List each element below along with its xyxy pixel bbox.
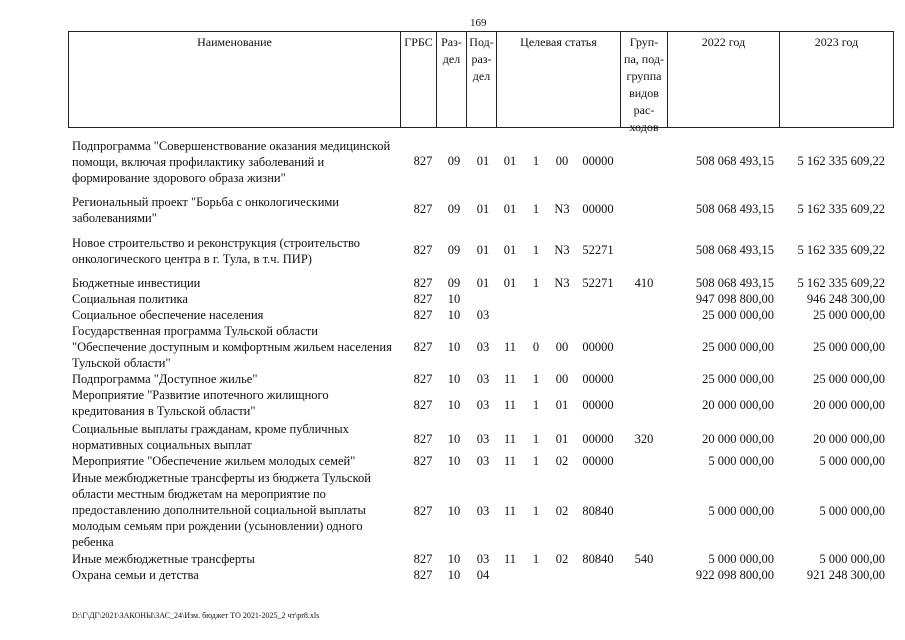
cell-grbs: 827 — [413, 568, 433, 582]
row-name: Мероприятие "Развитие ипотечного жилищного кредитования в Тульской области" — [72, 388, 329, 418]
cell-rz: 10 — [447, 432, 461, 446]
cell-rz: 10 — [447, 398, 461, 412]
cell-y2023: 25 000 000,00 — [813, 308, 885, 322]
cell-y2022: 25 000 000,00 — [702, 340, 774, 354]
cell-pr: 01 — [476, 276, 490, 290]
cell-y2022: 5 000 000,00 — [708, 454, 774, 468]
cell-c2: 1 — [532, 432, 540, 446]
cell-y2023: 5 000 000,00 — [819, 504, 885, 518]
cell-c3: N3 — [554, 276, 570, 290]
row-name: Социальные выплаты гражданам, кроме публичных нормативных социальных выплат — [72, 422, 349, 452]
cell-vr: 410 — [634, 276, 654, 290]
cell-pr: 01 — [476, 154, 490, 168]
cell-rz: 09 — [447, 202, 461, 216]
cell-c4: 00000 — [582, 202, 614, 216]
header-gruppa: Груп- па, под- группа видов рас- ходов — [620, 32, 667, 127]
cell-rz: 10 — [447, 372, 461, 386]
row-name: Мероприятие "Обеспечение жильем молодых семей" — [72, 454, 356, 468]
cell-grbs: 827 — [413, 552, 433, 566]
cell-y2023: 5 162 335 609,22 — [797, 243, 885, 257]
page-number: 169 — [470, 17, 487, 29]
row-name: Региональный проект "Борьба с онкологическими заболеваниями" — [72, 195, 339, 225]
cell-c4: 52271 — [582, 276, 614, 290]
cell-c1: 11 — [503, 372, 517, 386]
cell-c2: 1 — [532, 202, 540, 216]
row-name: Бюджетные инвестиции — [72, 276, 201, 290]
cell-c2: 1 — [532, 154, 540, 168]
cell-y2023: 5 162 335 609,22 — [797, 154, 885, 168]
cell-c3: 01 — [555, 432, 569, 446]
cell-pr: 03 — [476, 308, 490, 322]
cell-c1: 01 — [503, 202, 517, 216]
cell-c1: 11 — [503, 340, 517, 354]
file-path-footer: D:\Г\ДГ\2021\ЗАКОНЫ\ЗАС_24\Изм. бюджет ТО 2021-2025_2 чт\pr8.xls — [72, 611, 320, 620]
cell-y2023: 25 000 000,00 — [813, 372, 885, 386]
cell-c2: 0 — [532, 340, 540, 354]
cell-rz: 10 — [447, 454, 461, 468]
row-name: Социальная политика — [72, 292, 188, 306]
cell-pr: 03 — [476, 398, 490, 412]
cell-c1: 11 — [503, 504, 517, 518]
cell-c2: 1 — [532, 398, 540, 412]
cell-c2: 1 — [532, 243, 540, 257]
cell-y2023: 946 248 300,00 — [806, 292, 885, 306]
cell-grbs: 827 — [413, 154, 433, 168]
cell-y2022: 5 000 000,00 — [708, 504, 774, 518]
cell-vr: 320 — [634, 432, 654, 446]
cell-y2022: 20 000 000,00 — [702, 432, 774, 446]
cell-pr: 03 — [476, 454, 490, 468]
cell-vr: 540 — [634, 552, 654, 566]
cell-rz: 09 — [447, 243, 461, 257]
row-name: Иные межбюджетные трансферты из бюджета Тульской области местным бюджетам на мероприятие по предоставлению дополнительной социальной выплаты молодым семьям при рождении (усыновлении) одного ребенка — [72, 471, 371, 549]
cell-pr: 03 — [476, 340, 490, 354]
cell-y2023: 20 000 000,00 — [813, 432, 885, 446]
cell-c3: 00 — [555, 372, 569, 386]
cell-y2023: 5 162 335 609,22 — [797, 276, 885, 290]
header-tselevaya: Целевая статья — [496, 32, 620, 127]
header-2022: 2022 год — [667, 32, 779, 127]
cell-c3: 01 — [555, 398, 569, 412]
row-name: Подпрограмма "Совершенствование оказания медицинской помощи, включая профилактику заболеваний и формирование здорового образа жизни" — [72, 139, 391, 185]
cell-c4: 00000 — [582, 154, 614, 168]
cell-grbs: 827 — [413, 454, 433, 468]
cell-y2022: 20 000 000,00 — [702, 398, 774, 412]
cell-c4: 00000 — [582, 432, 614, 446]
cell-y2022: 508 068 493,15 — [695, 243, 774, 257]
cell-grbs: 827 — [413, 276, 433, 290]
cell-rz: 09 — [447, 154, 461, 168]
cell-pr: 03 — [476, 552, 490, 566]
cell-grbs: 827 — [413, 202, 433, 216]
cell-y2023: 5 000 000,00 — [819, 454, 885, 468]
cell-y2022: 25 000 000,00 — [702, 372, 774, 386]
cell-c1: 11 — [503, 552, 517, 566]
cell-y2023: 921 248 300,00 — [806, 568, 885, 582]
cell-c3: N3 — [554, 243, 570, 257]
cell-y2022: 922 098 800,00 — [695, 568, 774, 582]
cell-y2023: 20 000 000,00 — [813, 398, 885, 412]
cell-c1: 11 — [503, 432, 517, 446]
cell-c2: 1 — [532, 276, 540, 290]
cell-c2: 1 — [532, 454, 540, 468]
cell-rz: 10 — [447, 568, 461, 582]
header-name: Наименование — [197, 35, 272, 49]
cell-y2023: 25 000 000,00 — [813, 340, 885, 354]
cell-c1: 01 — [503, 243, 517, 257]
header-2023: 2023 год — [779, 32, 893, 127]
cell-rz: 10 — [447, 552, 461, 566]
cell-c1: 01 — [503, 154, 517, 168]
cell-grbs: 827 — [413, 308, 433, 322]
cell-y2022: 5 000 000,00 — [708, 552, 774, 566]
cell-grbs: 827 — [413, 292, 433, 306]
cell-pr: 03 — [476, 432, 490, 446]
cell-c3: N3 — [554, 202, 570, 216]
cell-rz: 10 — [447, 308, 461, 322]
cell-c3: 00 — [555, 340, 569, 354]
cell-c2: 1 — [532, 372, 540, 386]
cell-y2023: 5 000 000,00 — [819, 552, 885, 566]
cell-c4: 80840 — [582, 552, 614, 566]
header-podrazdel: Под- раз- дел — [466, 32, 496, 127]
cell-rz: 09 — [447, 276, 461, 290]
cell-c4: 52271 — [582, 243, 614, 257]
cell-rz: 10 — [447, 504, 461, 518]
cell-c4: 00000 — [582, 398, 614, 412]
cell-pr: 01 — [476, 243, 490, 257]
cell-c2: 1 — [532, 552, 540, 566]
cell-y2023: 5 162 335 609,22 — [797, 202, 885, 216]
cell-c4: 00000 — [582, 372, 614, 386]
cell-c4: 00000 — [582, 454, 614, 468]
row-name: Охрана семьи и детства — [72, 568, 199, 582]
cell-y2022: 25 000 000,00 — [702, 308, 774, 322]
row-name: Иные межбюджетные трансферты — [72, 552, 255, 566]
cell-c3: 02 — [555, 504, 569, 518]
row-name: Государственная программа Тульской области "Обеспечение доступным и комфортным жильем населения Тульской области" — [72, 324, 392, 370]
cell-c3: 02 — [555, 454, 569, 468]
row-name: Новое строительство и реконструкция (строительство онкологического центра в г. Тула, в т.ч. ПИР) — [72, 236, 361, 266]
cell-pr: 03 — [476, 372, 490, 386]
row-name: Социальное обеспечение населения — [72, 308, 264, 322]
cell-grbs: 827 — [413, 372, 433, 386]
cell-y2022: 508 068 493,15 — [695, 154, 774, 168]
cell-pr: 01 — [476, 202, 490, 216]
cell-pr: 03 — [476, 504, 490, 518]
cell-pr: 04 — [476, 568, 490, 582]
cell-grbs: 827 — [413, 432, 433, 446]
cell-c3: 02 — [555, 552, 569, 566]
cell-y2022: 508 068 493,15 — [695, 276, 774, 290]
cell-c1: 01 — [503, 276, 517, 290]
row-name: Подпрограмма "Доступное жилье" — [72, 372, 258, 386]
cell-c3: 00 — [555, 154, 569, 168]
header-razdel: Раз- дел — [436, 32, 466, 127]
cell-y2022: 947 098 800,00 — [695, 292, 774, 306]
cell-grbs: 827 — [413, 398, 433, 412]
cell-grbs: 827 — [413, 504, 433, 518]
cell-y2022: 508 068 493,15 — [695, 202, 774, 216]
cell-c2: 1 — [532, 504, 540, 518]
cell-c4: 80840 — [582, 504, 614, 518]
cell-rz: 10 — [447, 292, 461, 306]
cell-grbs: 827 — [413, 340, 433, 354]
cell-rz: 10 — [447, 340, 461, 354]
cell-c1: 11 — [503, 398, 517, 412]
cell-c1: 11 — [503, 454, 517, 468]
cell-grbs: 827 — [413, 243, 433, 257]
cell-c4: 00000 — [582, 340, 614, 354]
header-grbs: ГРБС — [400, 32, 436, 127]
table-header — [68, 31, 894, 134]
